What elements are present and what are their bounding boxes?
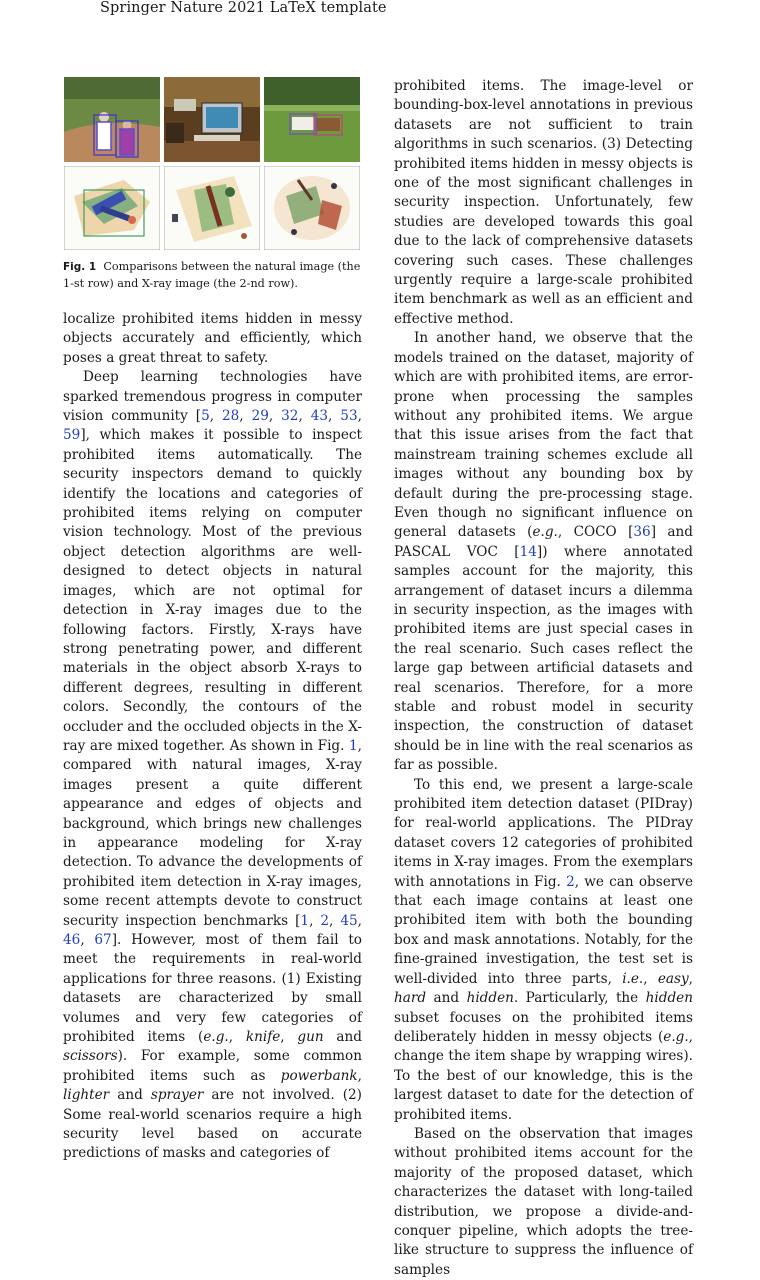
citation[interactable]: 32 (281, 408, 299, 425)
citation[interactable]: 45 (340, 912, 358, 929)
right-paragraph-1: prohibited items. The image-level or bounding-box-level annotations in previous datasets are not sufficient to train algorithms in such scenarios. (3) Detecting prohibited items hidden in messy objects is one of the most significant challenges in security inspection. Unfortunately, few studies are developed towards this goal due to the lack of comprehensive datasets covering such cases. These challenges urgently require a large-scale prohibited item benchmark as well as an efficient and effective method. (394, 78, 693, 327)
natural-image-office (164, 77, 260, 162)
left-paragraph-2: Deep learning technologies have sparked tremendous progress in computer vision community [5, 28, 29, 32, 43, 53, 59], which makes it possible to inspect prohibited items automatically. The security inspectors demand to quickly identify the locations and categories of prohibited items relying on computer vision technology. Most of the previous object detection algorithms are well-designed to detect objects in natural images, which are not optimal for detection in X-ray images due to the following factors. Firstly, X-rays have strong penetrating power, and different materials in the object absorb X-rays to different degrees, resulting in different colors. Secondly, the contours of the occluder and the occluded objects in the X-ray are mixed together. As shown in Fig. 1, compared with natural images, X-ray images present a quite different appearance and edges of objects and background, which brings new challenges in appearance modeling for X-ray detection. To advance the developments of prohibited item detection in X-ray images, some recent attempts devote to construct security inspection benchmarks [1, 2, 45, 46, 67]. However, most of them fail to meet the requirements in real-world applications for three reasons. (1) Existing datasets are characterized by small volumes and very few categories of prohibited items (e.g., knife, gun and scissors). For example, some common prohibited items such as powerbank, lighter and sprayer are not involved. (2) Some real-world scenarios require a high security level based on accurate predictions of masks and categories of (63, 369, 362, 1162)
figure-label: Fig. 1 (63, 261, 97, 273)
citation[interactable]: 59 (63, 427, 81, 444)
left-column (63, 310, 362, 1164)
citation[interactable]: 67 (94, 932, 112, 948)
figure-1-caption (63, 259, 362, 291)
citation[interactable]: 28 (221, 408, 240, 425)
figure-reference[interactable]: 2 (566, 873, 575, 890)
right-paragraph-4: Based on the observation that images without prohibited items account for the majority of the proposed dataset, which characterizes the dataset with long-tailed distribution, we propose a divide-and-conquer pipeline, which adopts the tree-like structure to suppress the influence of samples (394, 1125, 693, 1278)
citation[interactable]: 29 (251, 408, 269, 425)
citation[interactable]: 46 (63, 932, 81, 948)
xray-image-1 (64, 166, 160, 250)
citation[interactable]: 36 (633, 524, 651, 541)
right-paragraph-2: In another hand, we observe that the models trained on the dataset, majority of which are with prohibited items, are error-prone when processing the samples without any prohibited items. We argue that this issue arises from the fact that mainstream training schemes exclude all images without any bounding box by default during the pre-processing stage. Even though no significant influence on general datasets (e.g., COCO [36] and PASCAL VOC [14]) where annotated samples account for the majority, this arrangement of dataset incurs a dilemma in security inspection, as the images with prohibited items are just special cases in the real scenario. Such cases reflect the large gap between artificial datasets and real scenarios. Therefore, for a more stable and robust model in security inspection, the construction of dataset should be in line with the real scenarios as far as possible. (394, 330, 693, 774)
xray-image-3 (264, 166, 360, 250)
citation[interactable]: 53 (340, 408, 358, 425)
right-paragraph-3: To this end, we present a large-scale prohibited item detection dataset (PIDray) for real-world applications. The PIDray dataset covers 12 categories of prohibited items in X-ray images. From the exemplars with annotations in Fig. 2, we can observe that each image contains at least one prohibited item with both the bounding box and mask annotations. Notably, for the fine-grained investigation, the test set is well-divided into three parts, i.e., easy, hard and hidden. Particularly, the hidden subset focuses on the prohibited items deliberately hidden in messy objects (e.g., change the item shape by wrapping wires). To the best of our knowledge, this is the largest dataset to date for the detection of prohibited items. (394, 776, 693, 1123)
natural-image-cows (264, 77, 360, 162)
left-paragraph-1: localize prohibited items hidden in messy objects accurately and efficiently, which poses a great threat to safety. (63, 311, 362, 366)
citation[interactable]: 1 (300, 912, 310, 929)
natural-image-baseball (64, 77, 160, 162)
citation[interactable]: 14 (519, 543, 537, 560)
citation[interactable]: 43 (310, 408, 329, 425)
xray-image-2 (164, 166, 260, 250)
figure-reference[interactable]: 1 (349, 737, 358, 754)
citation[interactable]: 5 (201, 408, 210, 425)
citation[interactable]: 2 (320, 912, 330, 929)
right-column (394, 77, 693, 1280)
running-header: Springer Nature 2021 LaTeX template (100, 0, 387, 16)
caption-text: Comparisons between the natural image (the 1-st row) and X-ray image (the 2-nd row). (63, 260, 361, 290)
